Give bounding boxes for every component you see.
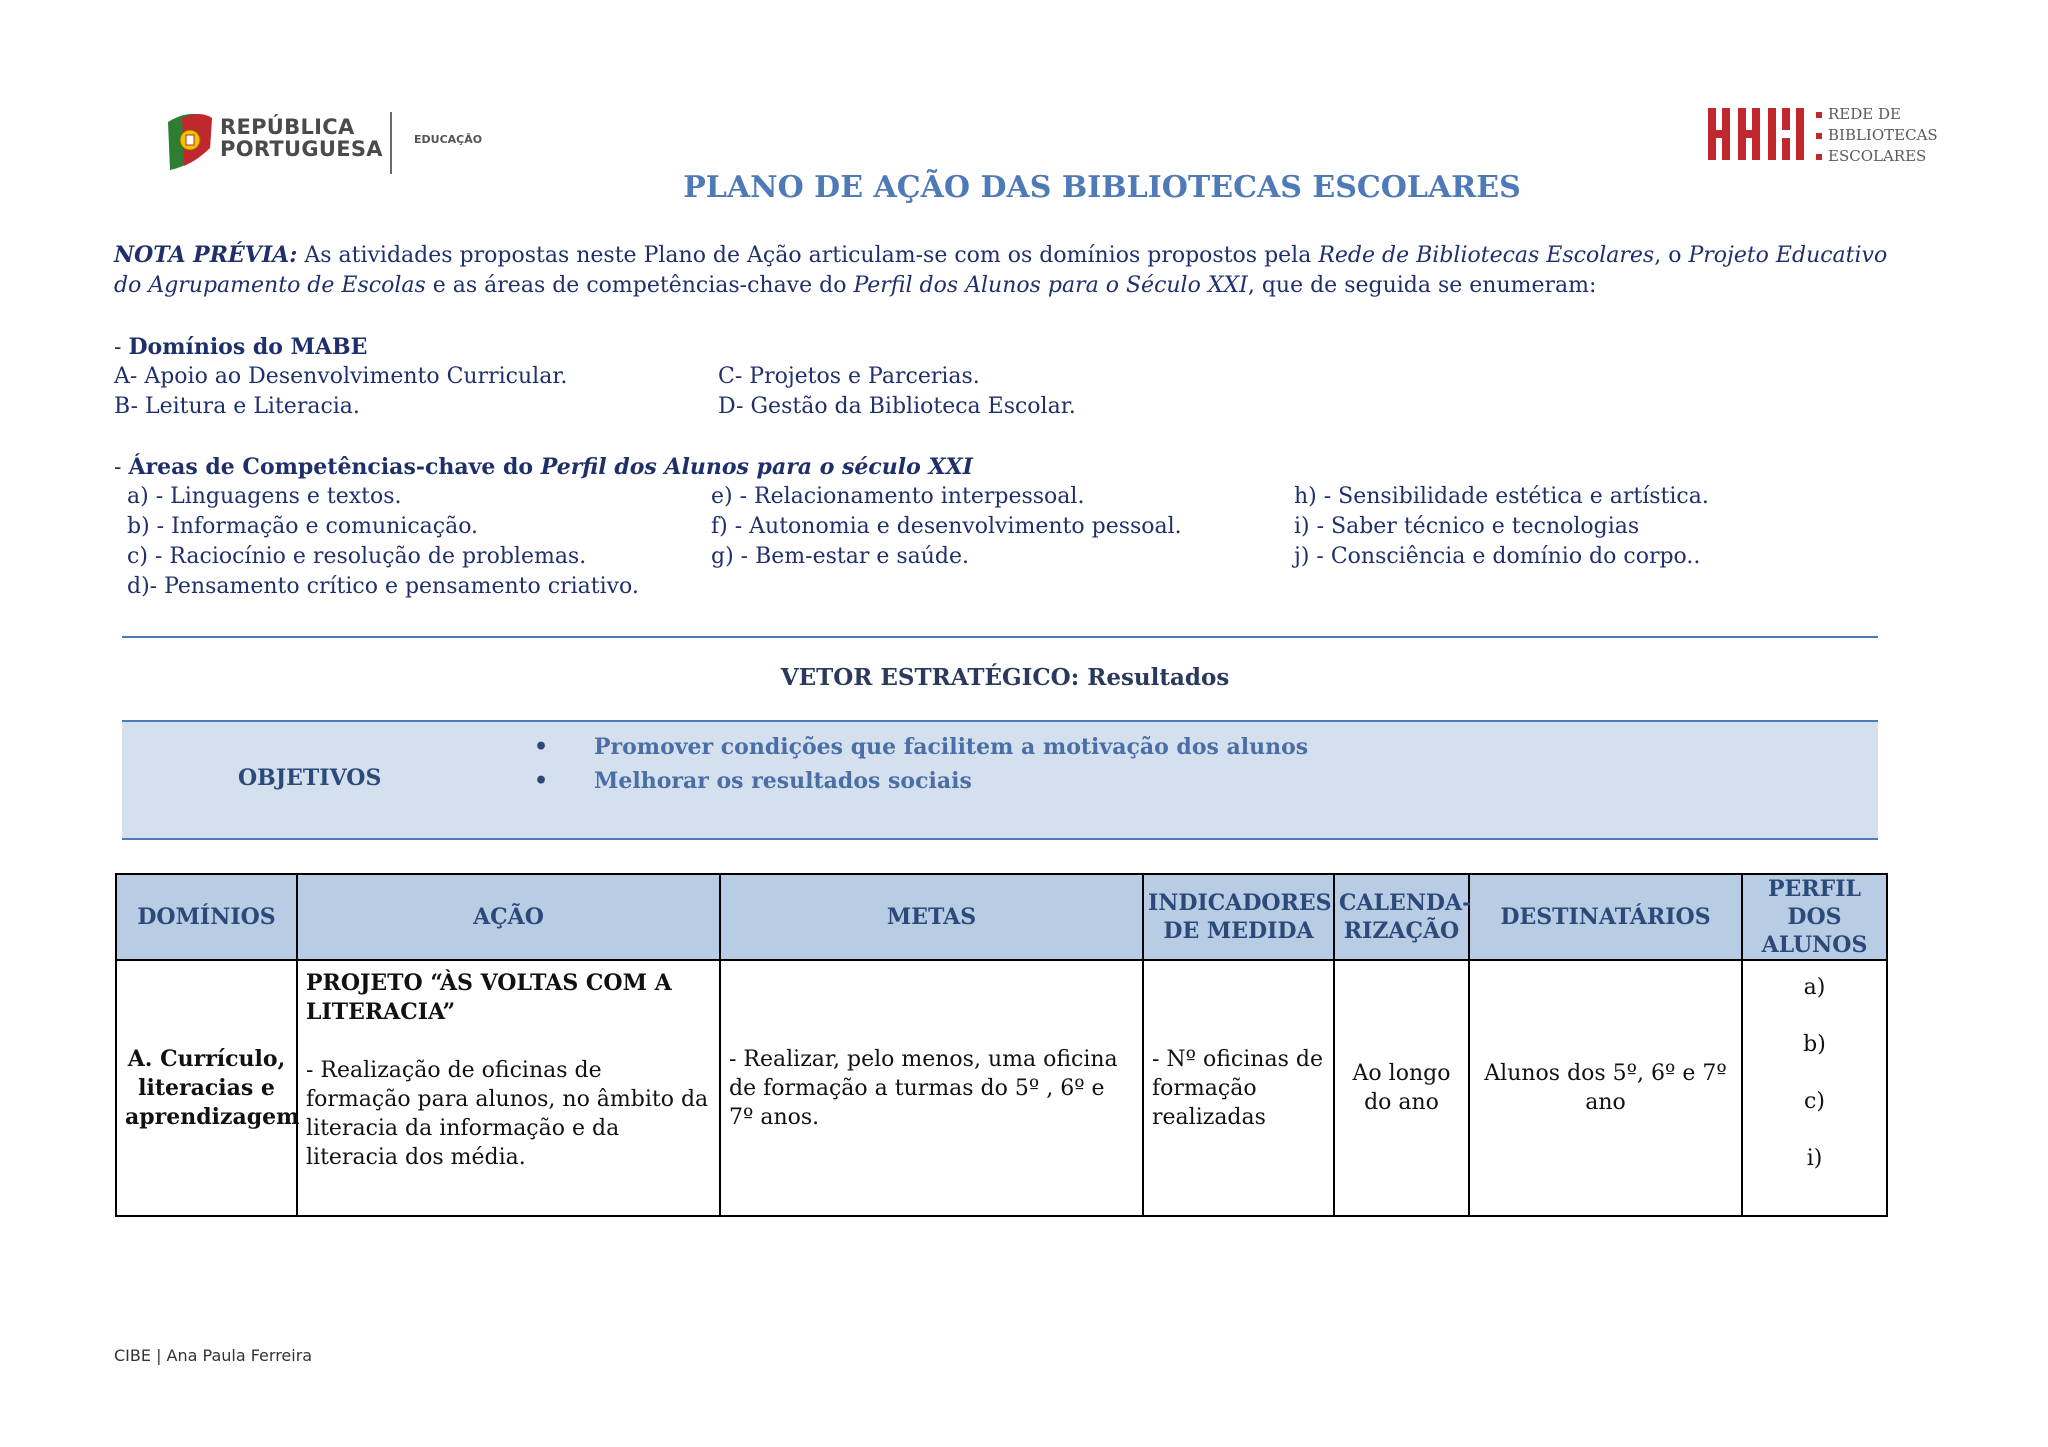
- nota-italic-3: Perfil dos Alunos para o Século XXI: [853, 273, 1248, 298]
- areas-heading: [114, 452, 973, 483]
- perfil-item: i): [1806, 1146, 1823, 1171]
- area-item-d: d)- Pensamento crítico e pensamento criativo.: [127, 574, 639, 599]
- vetor-estrategico: VETOR ESTRATÉGICO: Resultados: [780, 664, 1230, 691]
- area-item-g: g) - Bem-estar e saúde.: [711, 544, 970, 569]
- logo-line-2: PORTUGUESA: [220, 137, 383, 161]
- rbe-line-2-text: BIBLIOTECAS: [1828, 126, 1938, 144]
- nota-label: NOTA PRÉVIA:: [114, 242, 298, 268]
- mabe-heading: [114, 332, 367, 363]
- republica-portuguesa-logo: [160, 108, 220, 174]
- header-acao: AÇÃO: [297, 874, 720, 960]
- cell-dominio: A. Currículo, literacias e aprendizagem: [116, 960, 297, 1216]
- header-indicadores: [1143, 874, 1334, 960]
- nota-previa: [114, 240, 1904, 301]
- mabe-item-c: C- Projetos e Parcerias.: [718, 364, 980, 389]
- flag-shield-icon: [160, 108, 220, 174]
- header-calendarizacao: [1334, 874, 1472, 960]
- section-rule: [122, 636, 1878, 638]
- cell-metas: - Realizar, pelo menos, uma oficina de formação a turmas do 5º , 6º e 7º anos.: [720, 960, 1143, 1216]
- cell-indicadores: - Nº oficinas de formação realizadas: [1143, 960, 1334, 1216]
- area-item-h: h) - Sensibilidade estética e artística.: [1294, 484, 1709, 509]
- cell-destinatarios: Alunos dos 5º, 6º e 7º ano: [1469, 960, 1742, 1216]
- mabe-dash: -: [114, 335, 129, 360]
- mabe-item-a: A- Apoio ao Desenvolvimento Curricular.: [114, 364, 568, 389]
- perfil-item: a): [1803, 975, 1826, 1000]
- area-item-b: b) - Informação e comunicação.: [127, 514, 479, 539]
- nota-italic-2: Projeto Educativo do Agrupamento de Escolas: [114, 243, 1888, 298]
- header-dominios: DOMÍNIOS: [116, 874, 297, 960]
- header-destinatarios: DESTINATÁRIOS: [1469, 874, 1742, 960]
- area-item-e: e) - Relacionamento interpessoal.: [711, 484, 1085, 509]
- objetivo-text-1: Promover condições que facilitem a motivação dos alunos: [594, 734, 1309, 760]
- nota-italic-1: Rede de Bibliotecas Escolares: [1318, 243, 1655, 268]
- objetivos-label: OBJETIVOS: [238, 765, 382, 791]
- header-indicadores-l1: INDICADORES: [1148, 890, 1332, 916]
- rbe-line-1-text: REDE DE: [1828, 105, 1901, 123]
- area-item-j: j) - Consciência e domínio do corpo..: [1294, 544, 1701, 569]
- header-perfil: [1742, 874, 1887, 960]
- areas-heading-text: Áreas de Competências-chave do: [128, 454, 541, 480]
- mabe-heading-text: Domínios do MABE: [128, 334, 368, 360]
- rbe-line-1: [1816, 104, 1938, 125]
- cell-acao: [297, 960, 720, 1216]
- bullet-icon: •: [534, 768, 549, 794]
- bullet-icon: •: [534, 734, 549, 760]
- acao-text: - Realização de oficinas de formação para alunos, no âmbito da literacia da informação e da literacia dos média.: [306, 1058, 709, 1170]
- area-item-f: f) - Autonomia e desenvolvimento pessoal.: [711, 514, 1182, 539]
- area-item-i: i) - Saber técnico e tecnologias: [1294, 514, 1640, 539]
- page-footer: CIBE | Ana Paula Ferreira: [114, 1346, 313, 1365]
- republica-portuguesa-wordmark: [220, 116, 383, 160]
- rbe-wordmark: [1816, 104, 1938, 167]
- nota-text-4: , que de seguida se enumeram:: [1247, 273, 1597, 298]
- rbe-line-3-text: ESCOLARES: [1828, 147, 1927, 165]
- table-header-row: [116, 874, 1887, 960]
- logo-line-1: REPÚBLICA: [220, 115, 355, 139]
- acao-title: PROJETO “ÀS VOLTAS COM A LITERACIA”: [306, 970, 672, 1025]
- table-row: [116, 960, 1887, 1216]
- cell-perfil: [1742, 960, 1887, 1216]
- header-calendarizacao-l1: CALENDA-: [1339, 890, 1472, 916]
- nota-text-3: e as áreas de competências-chave do: [425, 273, 854, 298]
- objetivo-text-2: Melhorar os resultados sociais: [594, 768, 972, 794]
- header-perfil-l2: ALUNOS: [1761, 932, 1868, 958]
- areas-heading-italic: Perfil dos Alunos para o século XXI: [540, 454, 973, 480]
- educacao-label: EDUCAÇÃO: [414, 133, 483, 146]
- rbe-line-2: [1816, 125, 1938, 146]
- area-item-a: a) - Linguagens e textos.: [127, 484, 402, 509]
- areas-dash: -: [114, 455, 129, 480]
- page-title: PLANO DE AÇÃO DAS BIBLIOTECAS ESCOLARES: [683, 170, 1521, 205]
- area-item-c: c) - Raciocínio e resolução de problemas.: [127, 544, 587, 569]
- logo-divider: [390, 112, 392, 174]
- nota-text-1: As atividades propostas neste Plano de Ação articulam-se com os domínios propostos pela: [297, 243, 1319, 268]
- header-indicadores-l2: DE MEDIDA: [1163, 918, 1314, 944]
- plan-table: [115, 873, 1888, 1217]
- perfil-list: [1751, 959, 1878, 1187]
- header-calendarizacao-l2: RIZAÇÃO: [1343, 918, 1460, 944]
- rbe-line-3: [1816, 146, 1938, 167]
- header-perfil-l1: PERFIL DOS: [1768, 876, 1861, 930]
- nota-text-2: , o: [1654, 243, 1689, 268]
- mabe-item-b: B- Leitura e Literacia.: [114, 394, 360, 419]
- perfil-item: c): [1804, 1089, 1825, 1114]
- mabe-item-d: D- Gestão da Biblioteca Escolar.: [718, 394, 1076, 419]
- cell-calendarizacao: Ao longo do ano: [1334, 960, 1469, 1216]
- header-metas: METAS: [720, 874, 1143, 960]
- objetivo-item-1: [534, 734, 1308, 760]
- objetivo-item-2: [534, 768, 972, 794]
- perfil-item: b): [1803, 1032, 1826, 1057]
- rbe-logo-mark: [1708, 106, 1808, 162]
- rbe-bars-icon: [1708, 106, 1808, 162]
